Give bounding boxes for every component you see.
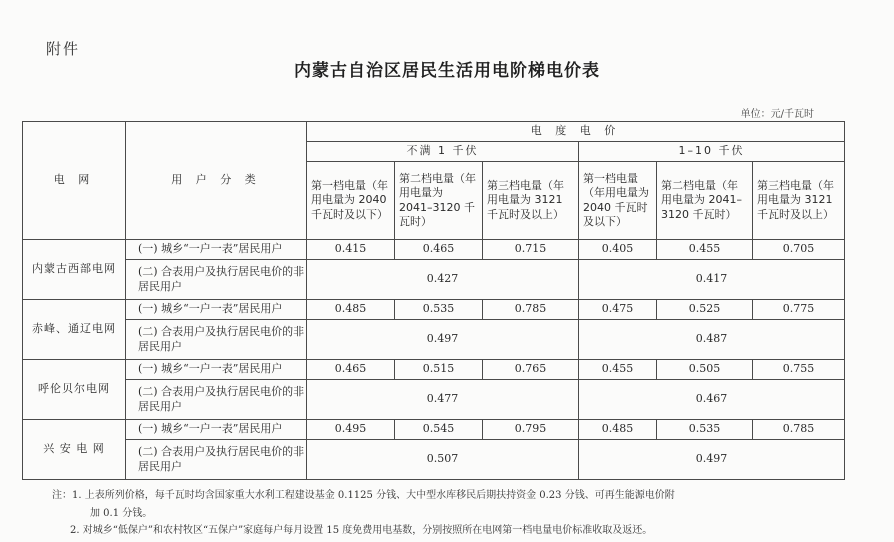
price-cell: 0.545 — [395, 420, 483, 440]
price-cell: 0.765 — [483, 360, 579, 380]
price-cell-merged: 0.477 — [307, 380, 579, 420]
table-row — [23, 240, 845, 260]
header-grid: 电 网 — [23, 122, 126, 240]
header-group-mid-voltage: 1–10 千伏 — [579, 142, 845, 162]
category-cell: (一) 城乡“一户一表”居民用户 — [126, 240, 307, 260]
price-cell-merged: 0.487 — [579, 320, 845, 360]
price-cell: 0.475 — [579, 300, 657, 320]
price-cell-merged: 0.507 — [307, 440, 579, 480]
price-cell: 0.405 — [579, 240, 657, 260]
category-cell: (一) 城乡“一户一表”居民用户 — [126, 300, 307, 320]
price-cell-merged: 0.467 — [579, 380, 845, 420]
unit-label: 单位：元/千瓦时 — [740, 109, 814, 120]
header-tier-1-low: 第一档电量（年用电量为 2040 千瓦时及以下） — [307, 162, 395, 240]
price-cell: 0.485 — [579, 420, 657, 440]
price-cell: 0.785 — [753, 420, 845, 440]
grid-name: 兴 安 电 网 — [23, 420, 126, 480]
price-cell: 0.535 — [395, 300, 483, 320]
header-category: 用 户 分 类 — [126, 122, 307, 240]
price-cell: 0.755 — [753, 360, 845, 380]
grid-name: 赤峰、通辽电网 — [23, 300, 126, 360]
price-cell: 0.455 — [579, 360, 657, 380]
price-cell: 0.535 — [657, 420, 753, 440]
tariff-table — [22, 121, 845, 480]
header-tier-2-low: 第二档电量（年用电量为 2041–3120 千瓦时） — [395, 162, 483, 240]
footnote-1-cont: 加 0.1 分钱。 — [90, 507, 153, 519]
price-cell-merged: 0.497 — [579, 440, 845, 480]
header-tier-2-mid: 第二档电量（年用电量为 2041–3120 千瓦时） — [657, 162, 753, 240]
price-cell: 0.415 — [307, 240, 395, 260]
price-cell: 0.785 — [483, 300, 579, 320]
category-cell: (二) 合表用户及执行居民电价的非居民用户 — [126, 320, 307, 360]
header-tier-3-mid: 第三档电量（年用电量为 3121 千瓦时及以上） — [753, 162, 845, 240]
price-cell: 0.525 — [657, 300, 753, 320]
footnote-1: 注：1. 上表所列价格，每千瓦时均含国家重大水利工程建设基金 0.1125 分钱、大中型水库移民后期扶持资金 0.23 分钱、可再生能源电价附 — [52, 490, 675, 501]
table-row — [23, 260, 845, 300]
price-cell: 0.775 — [753, 300, 845, 320]
header-price: 电 度 电 价 — [307, 122, 845, 142]
price-cell-merged: 0.497 — [307, 320, 579, 360]
table-row — [23, 320, 845, 360]
price-cell: 0.485 — [307, 300, 395, 320]
header-tier-1-mid: 第一档电量（年用电量为 2040 千瓦时及以下） — [579, 162, 657, 240]
price-cell: 0.455 — [657, 240, 753, 260]
price-cell-merged: 0.427 — [307, 260, 579, 300]
category-cell: (一) 城乡“一户一表”居民用户 — [126, 360, 307, 380]
attachment-label: 附件 — [46, 40, 81, 58]
category-cell: (一) 城乡“一户一表”居民用户 — [126, 420, 307, 440]
category-cell: (二) 合表用户及执行居民电价的非居民用户 — [126, 440, 307, 480]
price-cell: 0.505 — [657, 360, 753, 380]
table-row — [23, 380, 845, 420]
category-cell: (二) 合表用户及执行居民电价的非居民用户 — [126, 380, 307, 420]
price-cell: 0.715 — [483, 240, 579, 260]
price-cell: 0.515 — [395, 360, 483, 380]
grid-name: 内蒙古西部电网 — [23, 240, 126, 300]
table-row — [23, 420, 845, 440]
header-group-low-voltage: 不满 1 千伏 — [307, 142, 579, 162]
table-row — [23, 300, 845, 320]
price-cell: 0.465 — [395, 240, 483, 260]
price-cell: 0.465 — [307, 360, 395, 380]
price-cell: 0.495 — [307, 420, 395, 440]
document-title: 内蒙古自治区居民生活用电阶梯电价表 — [294, 61, 600, 81]
category-cell: (二) 合表用户及执行居民电价的非居民用户 — [126, 260, 307, 300]
price-cell: 0.795 — [483, 420, 579, 440]
header-tier-3-low: 第三档电量（年用电量为 3121 千瓦时及以上） — [483, 162, 579, 240]
table-row — [23, 440, 845, 480]
footnotes — [52, 487, 852, 540]
grid-name: 呼伦贝尔电网 — [23, 360, 126, 420]
table-row — [23, 360, 845, 380]
price-cell: 0.705 — [753, 240, 845, 260]
price-cell-merged: 0.417 — [579, 260, 845, 300]
footnote-2: 2. 对城乡“低保户”和农村牧区“五保户”家庭每户每月设置 15 度免费用电基数，分别按照所在电网第一档电量电价标准收取及返还。 — [70, 525, 653, 536]
